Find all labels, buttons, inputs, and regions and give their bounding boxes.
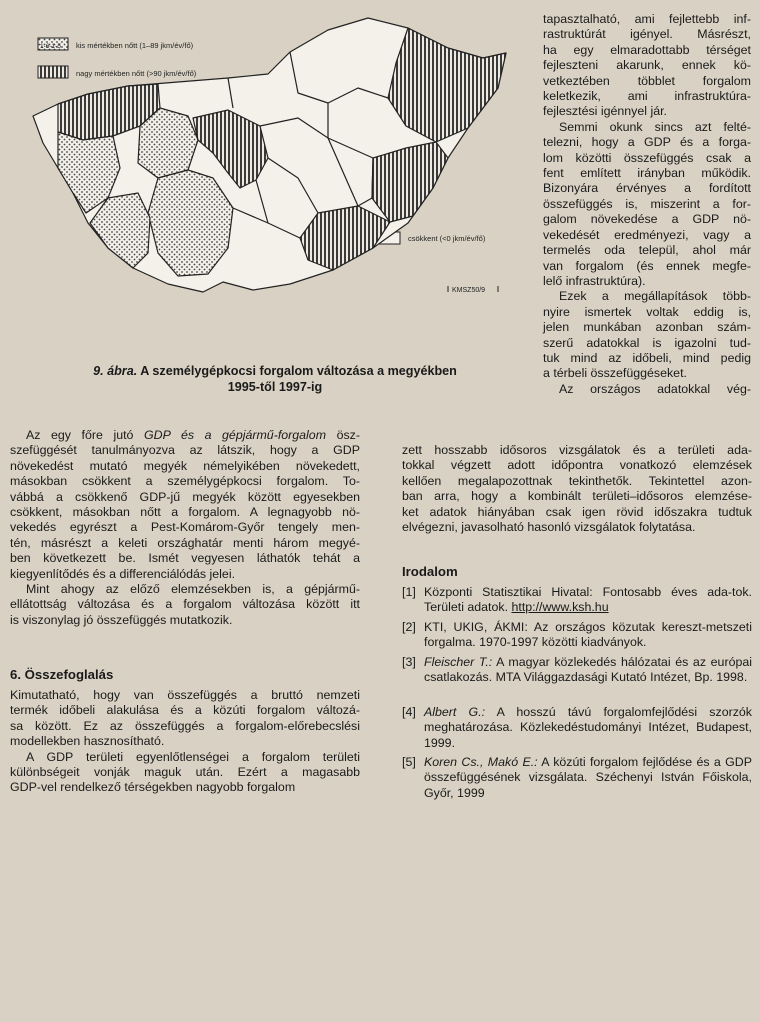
section-heading-summary: 6. Összefoglalás — [10, 667, 114, 682]
text-line: vábbá a csökkenő GDP-jű megyék között egyesekben — [10, 489, 360, 504]
reference-item — [402, 655, 752, 686]
text-line: tuk mind az időbeli, mind pedig — [543, 350, 751, 365]
map-stamp — [448, 286, 498, 294]
text-line: ellátottság változása és a forgalom változása között itt — [10, 597, 360, 612]
text-line: fejlesztési igénnyel jár. — [543, 104, 667, 119]
text-line: ban arra, hogy a kombinált területi–idősoros elemzése- — [402, 489, 752, 504]
reference-item — [402, 755, 752, 801]
reference-text: A magyar közlekedés hálózatai és az európai csatlakozás. MTA Világgazdasági Kutató Intézet, Bp. 1998. — [424, 655, 752, 685]
text-line: kiegyenlítődés és a differenciálódás jelei. — [10, 566, 236, 581]
reference-body — [424, 705, 752, 751]
text-line: telezni, hogy a GDP és a forga- — [543, 135, 751, 150]
text-line: jelen munkában azonban szám- — [543, 320, 751, 335]
reference-number: [1] — [402, 585, 416, 599]
text-line: tapasztalható, ami fejlettebb inf- — [543, 12, 751, 26]
legend-swatch-small-growth-text: 1-6-1-5 — [40, 43, 61, 50]
text-line: sa között. Ez az összefüggés a forgalom-előrebecslési — [10, 718, 360, 733]
p1-emphasis: GDP és a gépjármű-forgalom — [144, 428, 327, 442]
left-column-summary — [10, 688, 360, 796]
left-paragraph-4 — [10, 750, 360, 796]
legend-decrease: csökkent (<0 jkm/év/fő) — [408, 234, 486, 243]
reference-body — [424, 755, 752, 801]
right-paragraph-4-start: Az országos adatokkal vég- — [559, 381, 751, 396]
right-column-middle — [402, 443, 752, 535]
reference-body — [424, 585, 752, 616]
reference-author: Fleischer T.: — [424, 655, 493, 669]
figure-number: 9. ábra. — [93, 364, 138, 378]
text-line: kellően megalapozottnak tekinthetők. Tekintettel azon- — [402, 473, 752, 488]
reference-number: [5] — [402, 755, 416, 769]
text-line: tén, másrészt a keleti országhatár menti három megyé- — [10, 535, 360, 550]
right-paragraph-3 — [543, 289, 751, 381]
text-line: van forgalom (és ennek megfe- — [543, 258, 751, 273]
text-line: vetkeztében többlet forgalom — [543, 73, 751, 88]
left-column — [10, 428, 360, 628]
reference-item — [402, 620, 752, 651]
figure-caption-line1 — [40, 363, 510, 379]
p1-text-a: Az egy főre jutó — [26, 428, 144, 442]
figure-title: A személygépkocsi forgalom változása a megyékben — [140, 364, 457, 378]
left-paragraph-3 — [10, 688, 360, 750]
text-line: galom növekedése a GDP nö- — [543, 212, 751, 227]
text-line: Ezek a megállapítások több- — [559, 289, 751, 304]
figure-caption — [40, 363, 510, 395]
text-line: különbségeit vonják maguk után. Ezért a magasabb — [10, 765, 360, 780]
text-line: termelés oda települ, ahol már — [543, 243, 751, 258]
legend-swatch-large-growth — [38, 66, 68, 78]
text-line: lom közötti összefüggés csak a — [543, 150, 751, 165]
text-line: Bizonyára érvényes a fordított — [543, 181, 751, 196]
text-line: Mint ahogy az előző elemzésekben is, a gépjármű- — [26, 582, 360, 597]
reference-body — [424, 620, 752, 651]
figure-caption-line2: 1995-től 1997-ig — [227, 380, 323, 394]
text-line: rastruktúrát igényel. Másrészt, — [543, 27, 751, 42]
text-line: tokkal végzett adott időpontra vonatkozó elemzések — [402, 458, 752, 473]
text-line: szerű adatokkal is igazolni tud- — [543, 335, 751, 350]
text-line: vekedését eredményezi, vagy a — [543, 227, 751, 242]
reference-number: [2] — [402, 620, 416, 634]
reference-item — [402, 585, 752, 616]
right-column-top — [543, 12, 751, 397]
legend-small-growth: kis mértékben nőtt (1–89 jkm/év/fő) — [76, 41, 194, 50]
text-line: vekedés egyrészt a Pest-Komárom-Győr tengely men- — [10, 520, 360, 535]
references-heading: Irodalom — [402, 564, 458, 579]
reference-text: KTI, UKIG, ÁKMI: Az országos közutak kereszt-metszeti forgalma. 1970-1997 közötti kiadványok. — [424, 620, 752, 650]
hungary-county-map — [33, 18, 506, 292]
text-line: lelő infrastruktúra). — [543, 273, 646, 288]
text-line: csökkent, másokban nőtt a forgalom. A legnagyobb nö- — [10, 505, 360, 520]
text-line: másokban csökkent a személygépkocsi forgalom. To- — [10, 474, 360, 489]
reference-number: [4] — [402, 705, 416, 719]
reference-body — [424, 655, 752, 686]
p1-text-b: ösz- — [326, 428, 360, 442]
right-paragraph-2 — [543, 120, 751, 289]
text-line: elvégezni, javasolható hasonló vizsgálatok folytatása. — [402, 520, 696, 535]
reference-author: Koren Cs., Makó E.: — [424, 755, 538, 769]
text-line: fent említett irányban működik. — [543, 166, 751, 181]
left-paragraph-1-first-line — [10, 428, 360, 443]
text-line: szefüggését tanulmányozva az látszik, hogy a GDP — [10, 443, 360, 458]
text-line: nyire ismertek voltak eddig is, — [543, 304, 751, 319]
text-line: Semmi okunk sincs azt felté- — [559, 119, 751, 134]
text-line: keletkezik, ami infrastruktúra- — [543, 89, 751, 104]
text-line: termék időbeli alakulása és a közúti forgalom változá- — [10, 703, 360, 718]
text-line: a térbeli összefüggéseket. — [543, 366, 687, 381]
left-paragraph-1 — [10, 443, 360, 582]
text-line: A GDP területi egyenlőtlenségei a forgalom területi — [26, 749, 360, 764]
text-line: fejleszteni akarunk, ennek kö- — [543, 58, 751, 73]
text-line: növekedést mutató megyék némelyikében növekedett, — [10, 458, 360, 473]
legend-large-growth: nagy mértékben nőtt (>90 jkm/év/fő) — [76, 69, 197, 78]
text-line: is viszonylag jó összefüggés mutatkozik. — [10, 612, 233, 627]
reference-text: A hosszú távú forgalomfejlődési szorzók meghatározása. Közlekedéstudományi Intézet, Budapest, 1999. — [424, 705, 752, 750]
reference-text: Központi Statisztikai Hivatal: Fontosabb éves ada-tok. Területi adatok. — [424, 585, 752, 615]
reference-link[interactable]: http://www.ksh.hu — [511, 600, 609, 615]
text-line: Kimutatható, hogy van összefüggés a bruttó nemzeti — [10, 688, 360, 702]
text-line: modellekben hasznosítható. — [10, 734, 165, 749]
text-line: összefüggés is, miszerint a for- — [543, 196, 751, 211]
reference-number: [3] — [402, 655, 416, 669]
text-line: ket adatok hiányában csak igen rövid időszakra tudtuk — [402, 504, 752, 519]
text-line: zett hosszabb idősoros vizsgálatok és a területi ada- — [402, 443, 752, 457]
county-map-figure — [28, 8, 528, 298]
text-line: ben következett be. Ismét vegyesen láthatók tehát a — [10, 551, 360, 566]
right-paragraph-1 — [543, 12, 751, 120]
reference-item — [402, 705, 752, 751]
map-stamp-text: KMSZ50/9 — [452, 287, 486, 294]
left-paragraph-2 — [10, 582, 360, 628]
reference-author: Albert G.: — [424, 705, 486, 719]
text-line: ha egy elmaradottabb térséget — [543, 42, 751, 57]
text-line: GDP-vel rendelkező térségekben nagyobb forgalom — [10, 780, 296, 795]
reference-text: A közúti forgalom fejlődése és a GDP összefüggésének vizsgálata. Széchenyi István Főiskola, Győr, 1999 — [424, 755, 752, 800]
